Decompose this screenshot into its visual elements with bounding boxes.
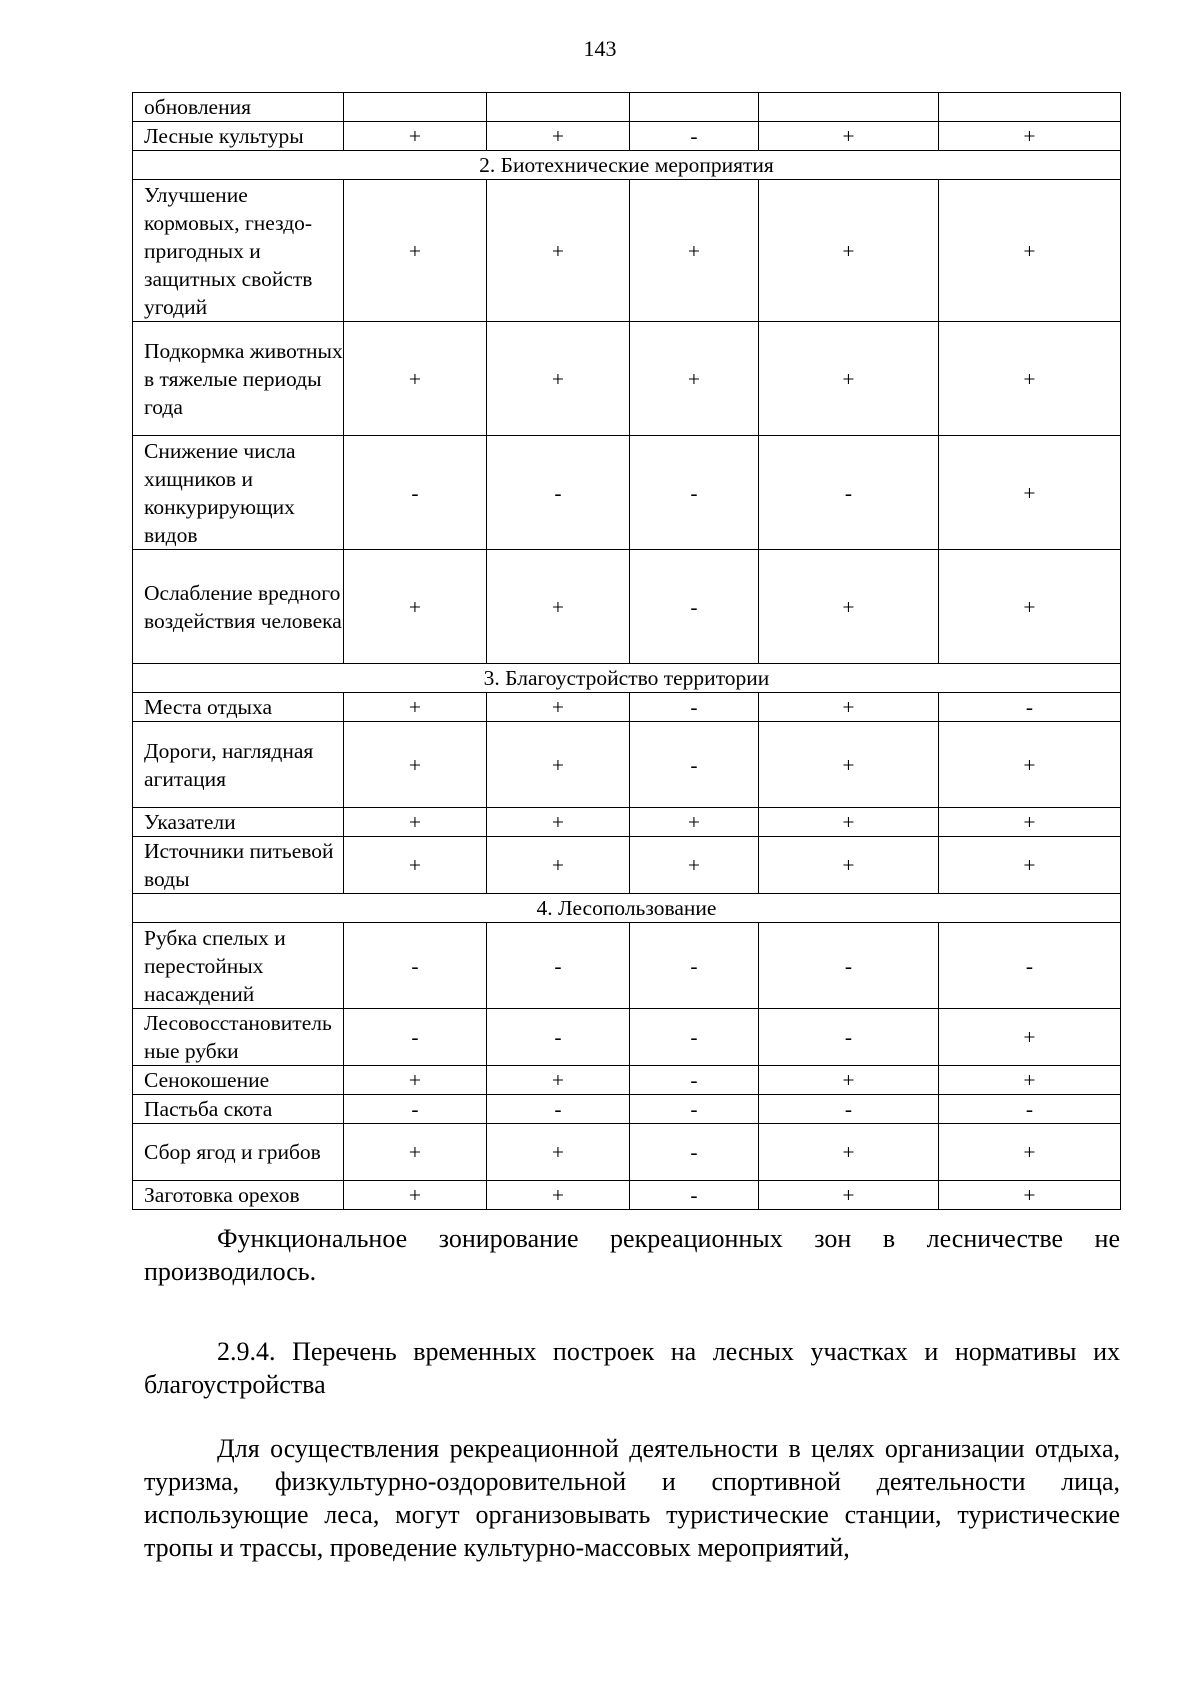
table-cell: + bbox=[344, 1066, 487, 1095]
table-cell: + bbox=[344, 808, 487, 837]
table-cell: + bbox=[759, 722, 939, 808]
paragraph-zoning: Функциональное зонирование рекреационных зон в лесничестве не производилось. bbox=[144, 1224, 1120, 1286]
table-cell: + bbox=[939, 322, 1121, 436]
table-cell: + bbox=[939, 837, 1121, 894]
table-cell: + bbox=[759, 122, 939, 151]
table-cell: - bbox=[487, 436, 630, 550]
table-cell: - bbox=[630, 1009, 759, 1066]
table-cell: + bbox=[939, 122, 1121, 151]
paragraph-recreation: Для осуществления рекреационной деятельности в целях организации отдыха, туризма, физкультурно-оздоровительной и спортивной деятельности лица, использующие леса, могут организовывать туристические станции, туристические тропы и трассы, проведение культурно-массовых мероприятий, bbox=[144, 1434, 1120, 1562]
section-title: 3. Благоустройство территории bbox=[133, 664, 1121, 693]
page-number: 143 bbox=[583, 36, 617, 61]
table-cell: + bbox=[939, 1066, 1121, 1095]
table-cell: - bbox=[344, 1095, 487, 1124]
table-cell: + bbox=[344, 693, 487, 722]
table-cell: + bbox=[487, 1124, 630, 1181]
table-cell: - bbox=[630, 1181, 759, 1210]
table-cell: + bbox=[630, 322, 759, 436]
table-cell: + bbox=[759, 808, 939, 837]
table-cell: + bbox=[344, 1181, 487, 1210]
table-cell: + bbox=[487, 322, 630, 436]
table-cell: + bbox=[344, 322, 487, 436]
table-cell: + bbox=[939, 1009, 1121, 1066]
table-cell: + bbox=[759, 1066, 939, 1095]
activity-label: Подкормка животных в тяжелые периоды года bbox=[133, 322, 344, 436]
table-row bbox=[133, 122, 1121, 151]
section-heading-2-9-4: 2.9.4. Перечень временных построек на лесных участках и нормативы их благоустройства bbox=[144, 1337, 1120, 1399]
table-cell: - bbox=[487, 1095, 630, 1124]
table-cell: + bbox=[939, 722, 1121, 808]
table-row bbox=[133, 1066, 1121, 1095]
table-row bbox=[133, 180, 1121, 322]
section-row bbox=[133, 151, 1121, 180]
table-cell: + bbox=[344, 722, 487, 808]
table-cell: + bbox=[487, 1181, 630, 1210]
table-cell: + bbox=[939, 1181, 1121, 1210]
table-row bbox=[133, 550, 1121, 664]
activity-label: Снижение числа хищников и конкурирующих видов bbox=[133, 436, 344, 550]
section-title: 2. Биотехнические мероприятия bbox=[133, 151, 1121, 180]
table-cell bbox=[939, 93, 1121, 122]
table-cell: + bbox=[630, 808, 759, 837]
activity-label: Места отдыха bbox=[133, 693, 344, 722]
table-cell: + bbox=[487, 550, 630, 664]
table-cell: - bbox=[939, 1095, 1121, 1124]
table-cell: + bbox=[939, 550, 1121, 664]
table-cell: - bbox=[759, 1095, 939, 1124]
table-row bbox=[133, 1095, 1121, 1124]
table-cell: - bbox=[630, 436, 759, 550]
table-row bbox=[133, 693, 1121, 722]
table-cell: - bbox=[630, 722, 759, 808]
activity-label: Лесные культуры bbox=[133, 122, 344, 151]
table-cell: + bbox=[487, 693, 630, 722]
table-cell: + bbox=[759, 180, 939, 322]
table-cell: - bbox=[630, 122, 759, 151]
section-row bbox=[133, 664, 1121, 693]
table-cell: - bbox=[344, 923, 487, 1009]
table-cell bbox=[487, 93, 630, 122]
table-cell: - bbox=[759, 923, 939, 1009]
table-cell: - bbox=[630, 1095, 759, 1124]
table-cell: - bbox=[630, 550, 759, 664]
activity-label: Дороги, наглядная агитация bbox=[133, 722, 344, 808]
table-cell: + bbox=[759, 693, 939, 722]
table-cell: - bbox=[630, 1066, 759, 1095]
table-row bbox=[133, 1009, 1121, 1066]
table-cell: + bbox=[630, 837, 759, 894]
section-title: 4. Лесопользование bbox=[133, 894, 1121, 923]
table-cell: - bbox=[630, 1124, 759, 1181]
activity-label: Лесовосстановительные рубки bbox=[133, 1009, 344, 1066]
table-row bbox=[133, 923, 1121, 1009]
table-cell: + bbox=[939, 1124, 1121, 1181]
table-cell bbox=[630, 93, 759, 122]
table-cell: + bbox=[487, 837, 630, 894]
table-row bbox=[133, 837, 1121, 894]
table-cell: + bbox=[939, 180, 1121, 322]
table-cell: + bbox=[759, 1181, 939, 1210]
table-cell: + bbox=[939, 436, 1121, 550]
activity-label: Сенокошение bbox=[133, 1066, 344, 1095]
table-cell: + bbox=[759, 837, 939, 894]
activity-label: Пастьба скота bbox=[133, 1095, 344, 1124]
table-cell: + bbox=[759, 1124, 939, 1181]
table-cell: - bbox=[344, 1009, 487, 1066]
table-cell bbox=[344, 93, 487, 122]
table-cell: + bbox=[487, 122, 630, 151]
table-cell: - bbox=[487, 1009, 630, 1066]
table-row bbox=[133, 1124, 1121, 1181]
table-cell: - bbox=[630, 923, 759, 1009]
table-cell: + bbox=[487, 722, 630, 808]
table-cell: - bbox=[759, 1009, 939, 1066]
table-cell: + bbox=[487, 180, 630, 322]
activity-label: Рубка спелых и перестойных насаждений bbox=[133, 923, 344, 1009]
activity-label: Источники питьевой воды bbox=[133, 837, 344, 894]
activities-table bbox=[132, 92, 1121, 1210]
activity-label: Указатели bbox=[133, 808, 344, 837]
table-cell: - bbox=[759, 436, 939, 550]
table-cell: - bbox=[344, 436, 487, 550]
activity-label: обновления bbox=[133, 93, 344, 122]
table-cell: + bbox=[487, 1066, 630, 1095]
table-cell: + bbox=[344, 1124, 487, 1181]
table-cell: + bbox=[344, 122, 487, 151]
activity-label: Улучшение кормовых, гнездо-пригодных и защитных свойств угодий bbox=[133, 180, 344, 322]
table-cell: - bbox=[939, 693, 1121, 722]
table-cell: - bbox=[630, 693, 759, 722]
table-cell: + bbox=[630, 180, 759, 322]
table-cell bbox=[759, 93, 939, 122]
table-cell: + bbox=[939, 808, 1121, 837]
table-cell: - bbox=[939, 923, 1121, 1009]
table-cell: + bbox=[759, 550, 939, 664]
table-cell: + bbox=[759, 322, 939, 436]
table-cell: - bbox=[487, 923, 630, 1009]
activity-label: Ослабление вредного воздействия человека bbox=[133, 550, 344, 664]
table-row bbox=[133, 93, 1121, 122]
table-row bbox=[133, 808, 1121, 837]
activity-label: Сбор ягод и грибов bbox=[133, 1124, 344, 1181]
activity-label: Заготовка орехов bbox=[133, 1181, 344, 1210]
table-cell: + bbox=[344, 837, 487, 894]
table-cell: + bbox=[344, 550, 487, 664]
table-row bbox=[133, 722, 1121, 808]
section-row bbox=[133, 894, 1121, 923]
table-cell: + bbox=[344, 180, 487, 322]
table-row bbox=[133, 436, 1121, 550]
table-row bbox=[133, 1181, 1121, 1210]
table-cell: + bbox=[487, 808, 630, 837]
table-row bbox=[133, 322, 1121, 436]
